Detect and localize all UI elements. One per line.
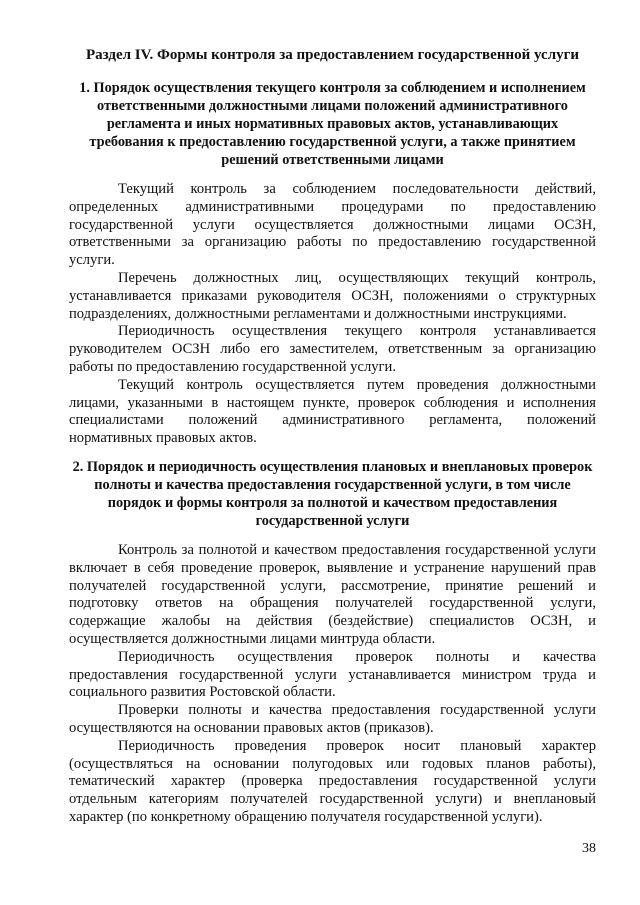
paragraph: Текущий контроль за соблюдением последовательности действий, определенных административными процедурами по предоставлению государственной услуги осуществляется должностными лицами ОСЗН, ответственными за организацию работы по предоставлению государственной услуги. [69,181,596,269]
section-title: Раздел IV. Формы контроля за предоставлением государственной услуги [85,47,580,63]
paragraph: Контроль за полнотой и качеством предоставления государственной услуги включает в себя проведение проверок, выявление и устранение нарушений прав получателей государственной услуги, рассмотрение, принятие решений и подготовку ответов на обращения получателей государственной услуги, содержащие жалобы на действия (бездействие) специалистов ОСЗН, и осуществляется должностными лицами минтруда области. [69,541,596,647]
paragraph: Проверки полноты и качества предоставления государственной услуги осуществляются на основании правовых актов (приказов). [69,702,596,736]
subsection-1-title: 1. Порядок осуществления текущего контроля за соблюдением и исполнением ответственными должностными лицами положений административного регламента и иных нормативных правовых актов, устанавливающих требования к предоставлению государственной услуги, а также принятием решений ответственными лицами [79,80,586,168]
paragraph: Текущий контроль осуществляется путем проведения должностными лицами, указанными в настоящем пункте, проверок соблюдения и исполнения специалистами положений административного регламента, положений нормативных правовых актов. [69,376,596,447]
page-number: 38 [582,841,596,856]
subsection-2-title: 2. Порядок и периодичность осуществления плановых и внеплановых проверок полноты и качества предоставления государственной услуги, в том числе порядок и формы контроля за полнотой и качеством предоставления государственной услуги [72,458,593,529]
paragraph: Перечень должностных лиц, осуществляющих текущий контроль, устанавливается приказами руководителя ОСЗН, положениями о структурных подразделениях, должностными регламентами и должностными инструкциями. [69,269,596,322]
paragraph: Периодичность проведения проверок носит плановый характер (осуществляться на основании полугодовых или годовых планов работы), тематический характер (проверка предоставления государственной услуги отдельным категориям получателей государственной услуги) и внеплановый характер (по конкретному обращению получателя государственной услуги). [69,737,596,825]
paragraph: Периодичность осуществления текущего контроля устанавливается руководителем ОСЗН либо его заместителем, ответственным за организацию работы по предоставлению государственной услуги. [69,323,596,375]
paragraph: Периодичность осуществления проверок полноты и качества предоставления государственной услуги устанавливается министром труда и социального развития Ростовской области. [69,648,596,701]
